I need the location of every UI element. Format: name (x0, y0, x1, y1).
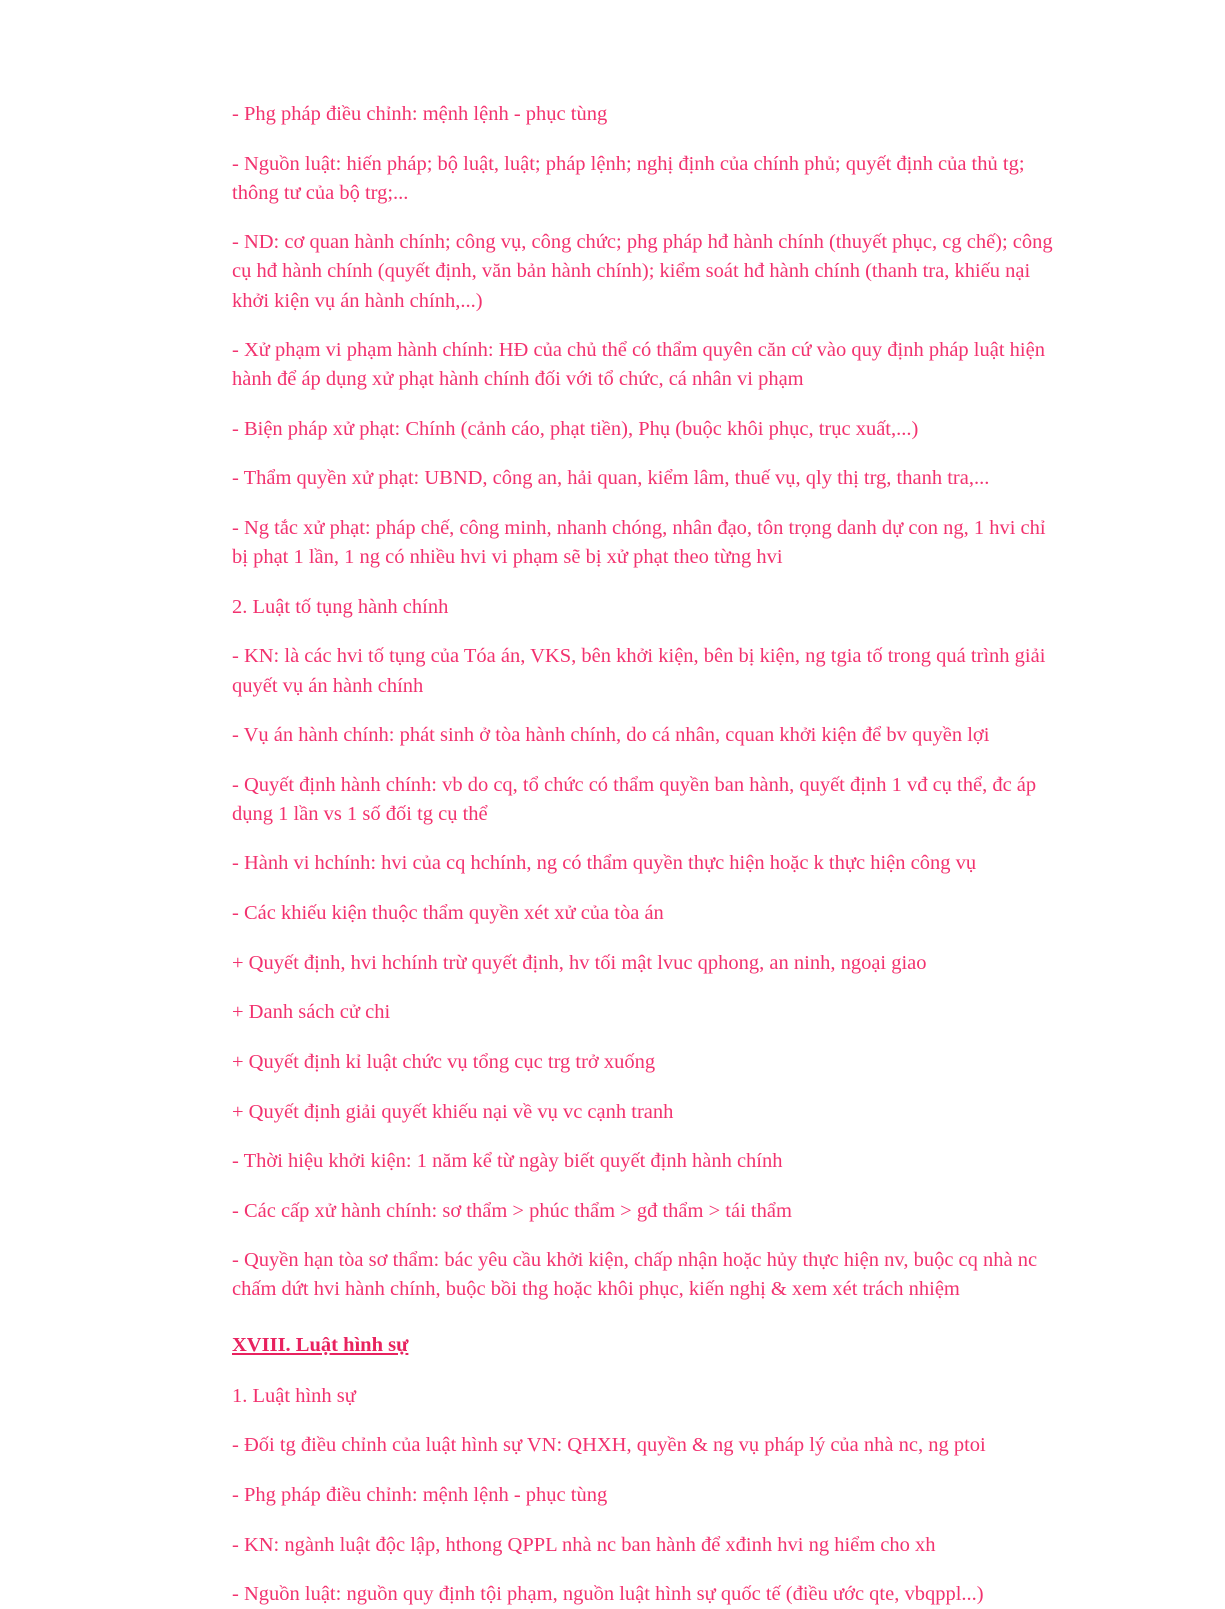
paragraph: - Vụ án hành chính: phát sinh ở tòa hành chính, do cá nhân, cquan khởi kiện để bv quyền lợi (232, 724, 990, 747)
paragraph: - Đối tg điều chỉnh của luật hình sự VN: QHXH, quyền & ng vụ pháp lý của nhà nc, ng ptoi (232, 1434, 986, 1457)
section-heading: XVIII. Luật hình sự (232, 1333, 409, 1356)
paragraph: - Các cấp xử hành chính: sơ thẩm > phúc thẩm > gđ thẩm > tái thẩm (232, 1199, 792, 1222)
paragraph: - Thời hiệu khởi kiện: 1 năm kể từ ngày biết quyết định hành chính (232, 1150, 783, 1173)
paragraph: - ND: cơ quan hành chính; công vụ, công chức; phg pháp hđ hành chính (thuyết phục, cg chế); công cụ hđ hành chính (quyết định, văn bản hành chính); kiểm soát hđ hành chính (thanh tra, khiếu nại khởi kiện vụ án hành chính,...) (232, 231, 1053, 312)
paragraph: - Biện pháp xử phạt: Chính (cảnh cáo, phạt tiền), Phụ (buộc khôi phục, trục xuất,...) (232, 417, 919, 440)
paragraph: - Quyết định hành chính: vb do cq, tổ chức có thẩm quyền ban hành, quyết định 1 vđ cụ thể, đc áp dụng 1 lần vs 1 số đối tg cụ thể (232, 773, 1037, 825)
paragraph: - Nguồn luật: hiến pháp; bộ luật, luật; pháp lệnh; nghị định của chính phủ; quyết định của thủ tg; thông tư của bộ trg;... (232, 152, 1025, 204)
paragraph: - Phg pháp điều chỉnh: mệnh lệnh - phục tùng (232, 1483, 608, 1506)
paragraph: - Hành vi hchính: hvi của cq hchính, ng có thẩm quyền thực hiện hoặc k thực hiện công vụ (232, 852, 977, 875)
paragraph: - Xử phạm vi phạm hành chính: HĐ của chủ thể có thẩm quyên căn cứ vào quy định pháp luật hiện hành để áp dụng xử phạt hành chính đối với tổ chức, cá nhân vi phạm (232, 339, 1045, 391)
paragraph: - KN: ngành luật độc lập, hthong QPPL nhà nc ban hành để xđinh hvi ng hiểm cho xh (232, 1533, 936, 1556)
paragraph: - Quyền hạn tòa sơ thẩm: bác yêu cầu khởi kiện, chấp nhận hoặc hủy thực hiện nv, buộc cq nhà nc chấm dứt hvi hành chính, buộc bồi thg hoặc khôi phục, kiến nghị & xem xét trách nhiệm (232, 1249, 1038, 1301)
paragraph: + Danh sách cử chi (232, 1001, 391, 1024)
paragraph: - Phg pháp điều chỉnh: mệnh lệnh - phục tùng (232, 103, 608, 125)
paragraph: - Nguồn luật: nguồn quy định tội phạm, nguồn luật hình sự quốc tế (điều ước qte, vbqppl...) (232, 1583, 984, 1606)
paragraph: - Các khiếu kiện thuộc thẩm quyền xét xử của tòa án (232, 902, 664, 925)
document-body (232, 100, 1060, 1609)
paragraph: + Quyết định kỉ luật chức vụ tổng cục trg trở xuống (232, 1050, 656, 1073)
paragraph: 2. Luật tố tụng hành chính (232, 595, 449, 618)
paragraph: + Quyết định, hvi hchính trừ quyết định, hv tối mật lvuc qphong, an ninh, ngoại giao (232, 951, 927, 974)
paragraph: 1. Luật hình sự (232, 1384, 356, 1407)
paragraph: + Quyết định giải quyết khiếu nại về vụ vc cạnh tranh (232, 1100, 674, 1123)
paragraph: - Thẩm quyền xử phạt: UBND, công an, hải quan, kiểm lâm, thuế vụ, qly thị trg, thanh tra,... (232, 467, 990, 490)
paragraph: - Ng tắc xử phạt: pháp chế, công minh, nhanh chóng, nhân đạo, tôn trọng danh dự con ng, 1 hvi chỉ bị phạt 1 lần, 1 ng có nhiều hvi vi phạm sẽ bị xử phạt theo từng hvi (232, 517, 1046, 569)
paragraph: - KN: là các hvi tố tụng của Tóa án, VKS, bên khởi kiện, bên bị kiện, ng tgia tố trong quá trình giải quyết vụ án hành chính (232, 645, 1046, 697)
